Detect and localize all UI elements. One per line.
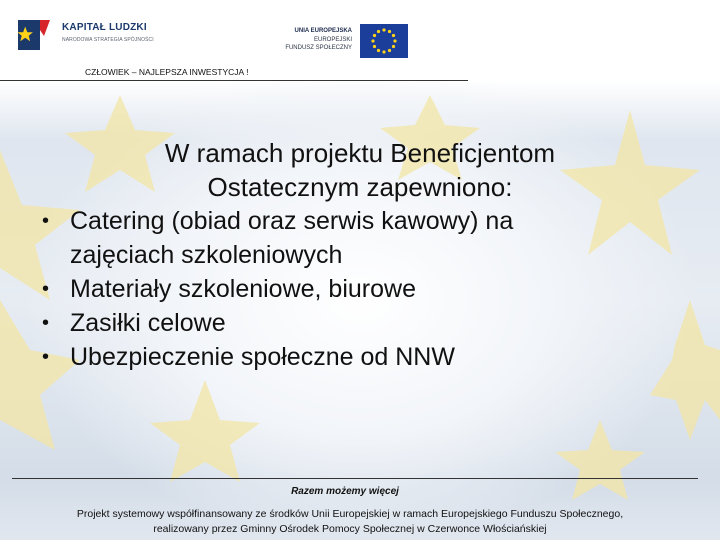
header — [0, 0, 720, 82]
bullet-icon: • — [42, 278, 50, 300]
eu-logo-line3: FUNDUSZ SPOŁECZNY — [285, 45, 352, 51]
bullet-item — [36, 272, 676, 306]
bullet-list — [36, 204, 676, 374]
bullet-icon: • — [42, 346, 50, 368]
kapital-ludzki-subtitle: NARODOWA STRATEGIA SPÓJNOŚCI — [62, 37, 154, 43]
eu-logo-line1: UNIA EUROPEJSKA — [294, 28, 352, 34]
footer-text-line2: realizowany przez Gminny Ośrodek Pomocy Społecznej w Czerwonce Włościańskiej — [153, 523, 547, 535]
footer-text — [0, 507, 700, 537]
main-content — [36, 136, 676, 374]
eu-logo — [282, 24, 412, 64]
footer-divider — [12, 478, 698, 479]
eu-logo-line2: EUROPEJSKI — [313, 37, 352, 43]
slide-title-line2: Ostatecznym zapewniono: — [207, 172, 513, 202]
eu-flag-icon — [360, 24, 408, 58]
footer-text-line1: Projekt systemowy współfinansowany ze środków Unii Europejskiej w ramach Europejskiego Funduszu Społecznego, — [76, 508, 624, 520]
header-tagline: CZŁOWIEK – NAJLEPSZA INWESTYCJA ! — [85, 67, 249, 77]
kapital-ludzki-logo-icon — [14, 14, 54, 54]
slide-title-line1: W ramach projektu Beneficjentom — [164, 138, 556, 168]
slide-title — [36, 136, 676, 204]
background-star — [150, 380, 260, 482]
kapital-ludzki-title: KAPITAŁ LUDZKI — [62, 22, 147, 33]
bullet-text-line: Materiały szkoleniowe, biurowe — [70, 275, 416, 303]
bullet-icon: • — [42, 312, 50, 334]
bullet-icon: • — [42, 210, 50, 232]
bullet-text-line: zajęciach szkoleniowych — [70, 241, 343, 269]
header-divider — [0, 80, 468, 81]
footer-motto: Razem możemy więcej — [291, 486, 399, 497]
bullet-text-line: Zasiłki celowe — [70, 309, 226, 337]
bullet-text-line: Catering (obiad oraz serwis kawowy) na — [70, 207, 514, 235]
bullet-item — [36, 340, 676, 374]
kapital-ludzki-logo — [14, 14, 164, 54]
bullet-item — [36, 306, 676, 340]
bullet-item — [36, 204, 676, 272]
bullet-text-line: Ubezpieczenie społeczne od NNW — [70, 343, 455, 371]
